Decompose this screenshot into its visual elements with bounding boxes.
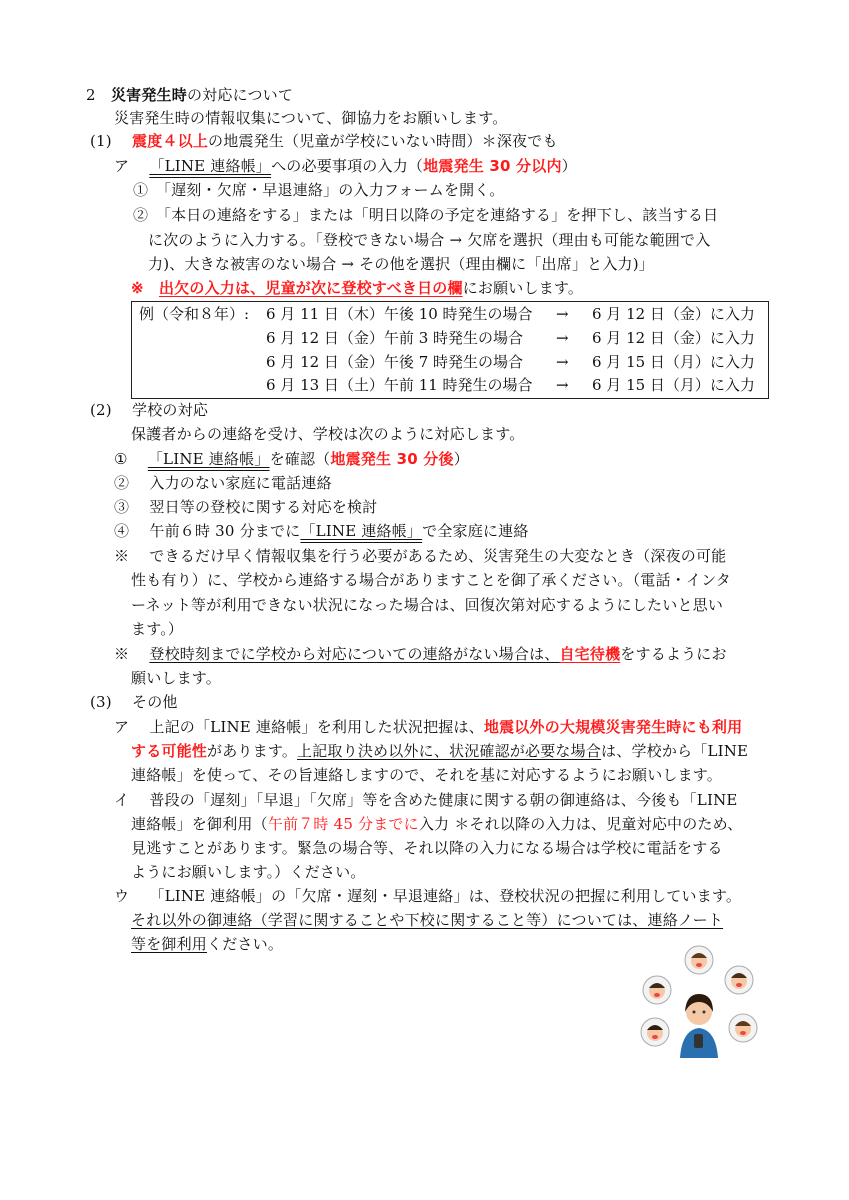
- p2-item3: [114, 496, 377, 518]
- item-label: ア: [114, 718, 130, 736]
- item-text: 午前６時 30 分までに: [149, 522, 301, 540]
- p2-item1-red: 地震発生 30 分後: [330, 450, 454, 468]
- p1-head-rest: の地震発生（児童が学校にいない時間）＊深夜でも: [208, 132, 558, 150]
- line-link-text: 「LINE 連絡帳」: [149, 157, 272, 175]
- note-text: をするようにお: [620, 645, 727, 663]
- example-row-arrow: →: [556, 305, 569, 323]
- item-text: があります。: [207, 742, 298, 760]
- item-number: ①: [114, 450, 128, 468]
- item-text: ください。: [207, 935, 284, 953]
- line-link-text: 「LINE 連絡帳」: [300, 522, 423, 540]
- p1-step2-line2: に次のように入力する。「登校できない場合 → 欠席を選択（理由も可能な範囲で入: [148, 231, 711, 249]
- item-number: ④: [114, 522, 130, 540]
- item-text: を確認（: [269, 450, 331, 468]
- example-row-arrow: →: [556, 353, 569, 371]
- item-text: 連絡帳」を御利用（: [131, 815, 268, 833]
- p3-a-line2: [131, 740, 748, 762]
- item-underlined: 等を御利用: [131, 935, 208, 953]
- p2-item1: [114, 448, 469, 470]
- p1-head-red: 震度４以上: [132, 132, 209, 150]
- p2-note2-red: 自宅待機: [559, 645, 621, 663]
- item-text: 翌日等の登校に関する対応を検討: [149, 498, 378, 516]
- item-text: ）: [453, 450, 469, 468]
- p2-number: (2): [90, 401, 112, 419]
- section-number: 2: [86, 86, 96, 104]
- p1-a-mid: への必要事項の入力（: [271, 157, 424, 175]
- p1-step2: [133, 204, 718, 226]
- example-row-right: 6 月 15 日（月）に入力: [592, 376, 755, 394]
- p1-a-end: ）: [561, 157, 577, 175]
- example-row-left: 6 月 12 日（金）午前 3 時発生の場合: [266, 329, 524, 347]
- item-text: 入力のない家庭に電話連絡: [149, 474, 332, 492]
- p3-title: その他: [132, 693, 178, 711]
- p2-note1-line2: 性も有り）に、学校から連絡する場合がありますことを御了承ください。（電話・インタ: [131, 571, 731, 589]
- note-mark: ※: [114, 547, 130, 565]
- p1-heading: [90, 130, 558, 152]
- item-text: 「LINE 連絡帳」の「欠席・遅刻・早退連絡」は、登校状況の把握に利用しています。: [149, 887, 742, 905]
- note-mark: ※: [131, 279, 144, 297]
- example-row-arrow: →: [556, 329, 569, 347]
- p3-a-line3: 連絡帳」を使って、その旨連絡しますので、それを基に対応するようにお願いします。: [131, 766, 723, 784]
- example-row-right: 6 月 15 日（月）に入力: [592, 353, 755, 371]
- p3-u-line3: [131, 933, 283, 955]
- note-underlined: 登校時刻までに学校から対応についての連絡がない場合は、: [149, 645, 560, 663]
- p2-note2: [114, 643, 727, 665]
- p3-i-red: 午前７時 45 分までに: [267, 815, 419, 833]
- p1-note-red: 出欠の入力は、児童が次に登校すべき日の欄: [158, 279, 463, 297]
- item-number: ②: [114, 474, 130, 492]
- line-link-text: 「LINE 連絡帳」: [147, 450, 270, 468]
- p3-a-red1: 地震以外の大規模災害発生時にも利用: [483, 718, 743, 736]
- example-row-left: 6 月 11 日（木）午後 10 時発生の場合: [266, 305, 533, 323]
- step-text: 「本日の連絡をする」または「明日以降の予定を連絡する」を押下し、該当する日: [163, 206, 719, 224]
- p1-a-label: ア: [114, 157, 130, 175]
- section-heading: [86, 84, 293, 106]
- p3-i-line2: [131, 813, 742, 835]
- p3-heading: [90, 691, 178, 713]
- item-text: 普段の「遅刻」「早退」「欠席」等を含めた健康に関する朝の御連絡は、今後も「LINE: [149, 791, 738, 809]
- item-text: 上記の「LINE 連絡帳」を利用した状況把握は、: [149, 718, 484, 736]
- note-mark: ※: [114, 645, 130, 663]
- section-title-rest: の対応について: [186, 86, 294, 104]
- p1-step1: [133, 179, 504, 201]
- p3-a-red2: する可能性: [131, 742, 208, 760]
- p2-note1: [114, 545, 726, 567]
- example-row-right: 6 月 12 日（金）に入力: [592, 305, 755, 323]
- p3-u: [114, 885, 741, 907]
- step-number: ②: [133, 206, 149, 224]
- item-label: イ: [114, 791, 130, 809]
- p3-u-line2: それ以外の御連絡（学習に関することや下校に関すること等）については、連絡ノート: [131, 911, 724, 929]
- example-row-left: 6 月 12 日（金）午後 7 時発生の場合: [266, 353, 524, 371]
- example-label: 例（令和８年）:: [139, 305, 250, 323]
- p1-a-red: 地震発生 30 分以内: [423, 157, 562, 175]
- example-row-arrow: →: [556, 376, 569, 394]
- p3-i: [114, 789, 738, 811]
- item-text: で全家庭に連絡: [422, 522, 529, 540]
- p1-number: (1): [90, 132, 112, 150]
- p3-a: [114, 716, 742, 738]
- step-text: 「遅刻・欠席・早退連絡」の入力フォームを開く。: [163, 181, 505, 199]
- p2-heading: [90, 399, 208, 421]
- p2-intro: 保護者からの連絡を受け、学校は次のように対応します。: [131, 425, 525, 443]
- note-text: できるだけ早く情報収集を行う必要があるため、災害発生の大変なとき（深夜の可能: [149, 547, 727, 565]
- item-underlined: 上記取り決め以外に、状況確認が必要な場合: [297, 742, 602, 760]
- item-number: ③: [114, 498, 130, 516]
- section-title-bold: 災害発生時: [110, 86, 187, 104]
- example-row-right: 6 月 12 日（金）に入力: [592, 329, 755, 347]
- p2-item2: [114, 472, 332, 494]
- p3-number: (3): [90, 693, 112, 711]
- item-label: ウ: [114, 887, 130, 905]
- section-intro: 災害発生時の情報収集について、御協力をお願いします。: [114, 109, 508, 127]
- p2-note1-line3: ーネット等が利用できない状況になった場合は、回復次第対応するようにしたいと思い: [131, 596, 724, 614]
- example-row-left: 6 月 13 日（土）午前 11 時発生の場合: [266, 376, 533, 394]
- p3-i-line4: ようにお願いします。）ください。: [131, 863, 366, 881]
- p1-note: [131, 277, 583, 299]
- p1-note-rest: にお願いします。: [462, 279, 584, 297]
- parent-and-children-phone-illustration: [636, 944, 762, 1058]
- p2-note2-line2: 願いします。: [131, 669, 222, 687]
- p2-title: 学校の対応: [132, 401, 209, 419]
- p1-a: [114, 155, 577, 177]
- p1-step2-line3: 力)、大きな被害のない場合 → その他を選択（理由欄に「出席」と入力)」: [148, 255, 655, 273]
- p2-item4: [114, 520, 529, 542]
- step-number: ①: [133, 181, 149, 199]
- p2-note1-line4: ます。）: [131, 620, 184, 638]
- p3-i-line3: 見逃すことがあります。緊急の場合等、それ以降の入力になる場合は学校に電話をする: [131, 839, 723, 857]
- item-text: は、学校から「LINE: [601, 742, 749, 760]
- item-text: 入力 ＊それ以降の入力は、児童対応中のため、: [418, 815, 743, 833]
